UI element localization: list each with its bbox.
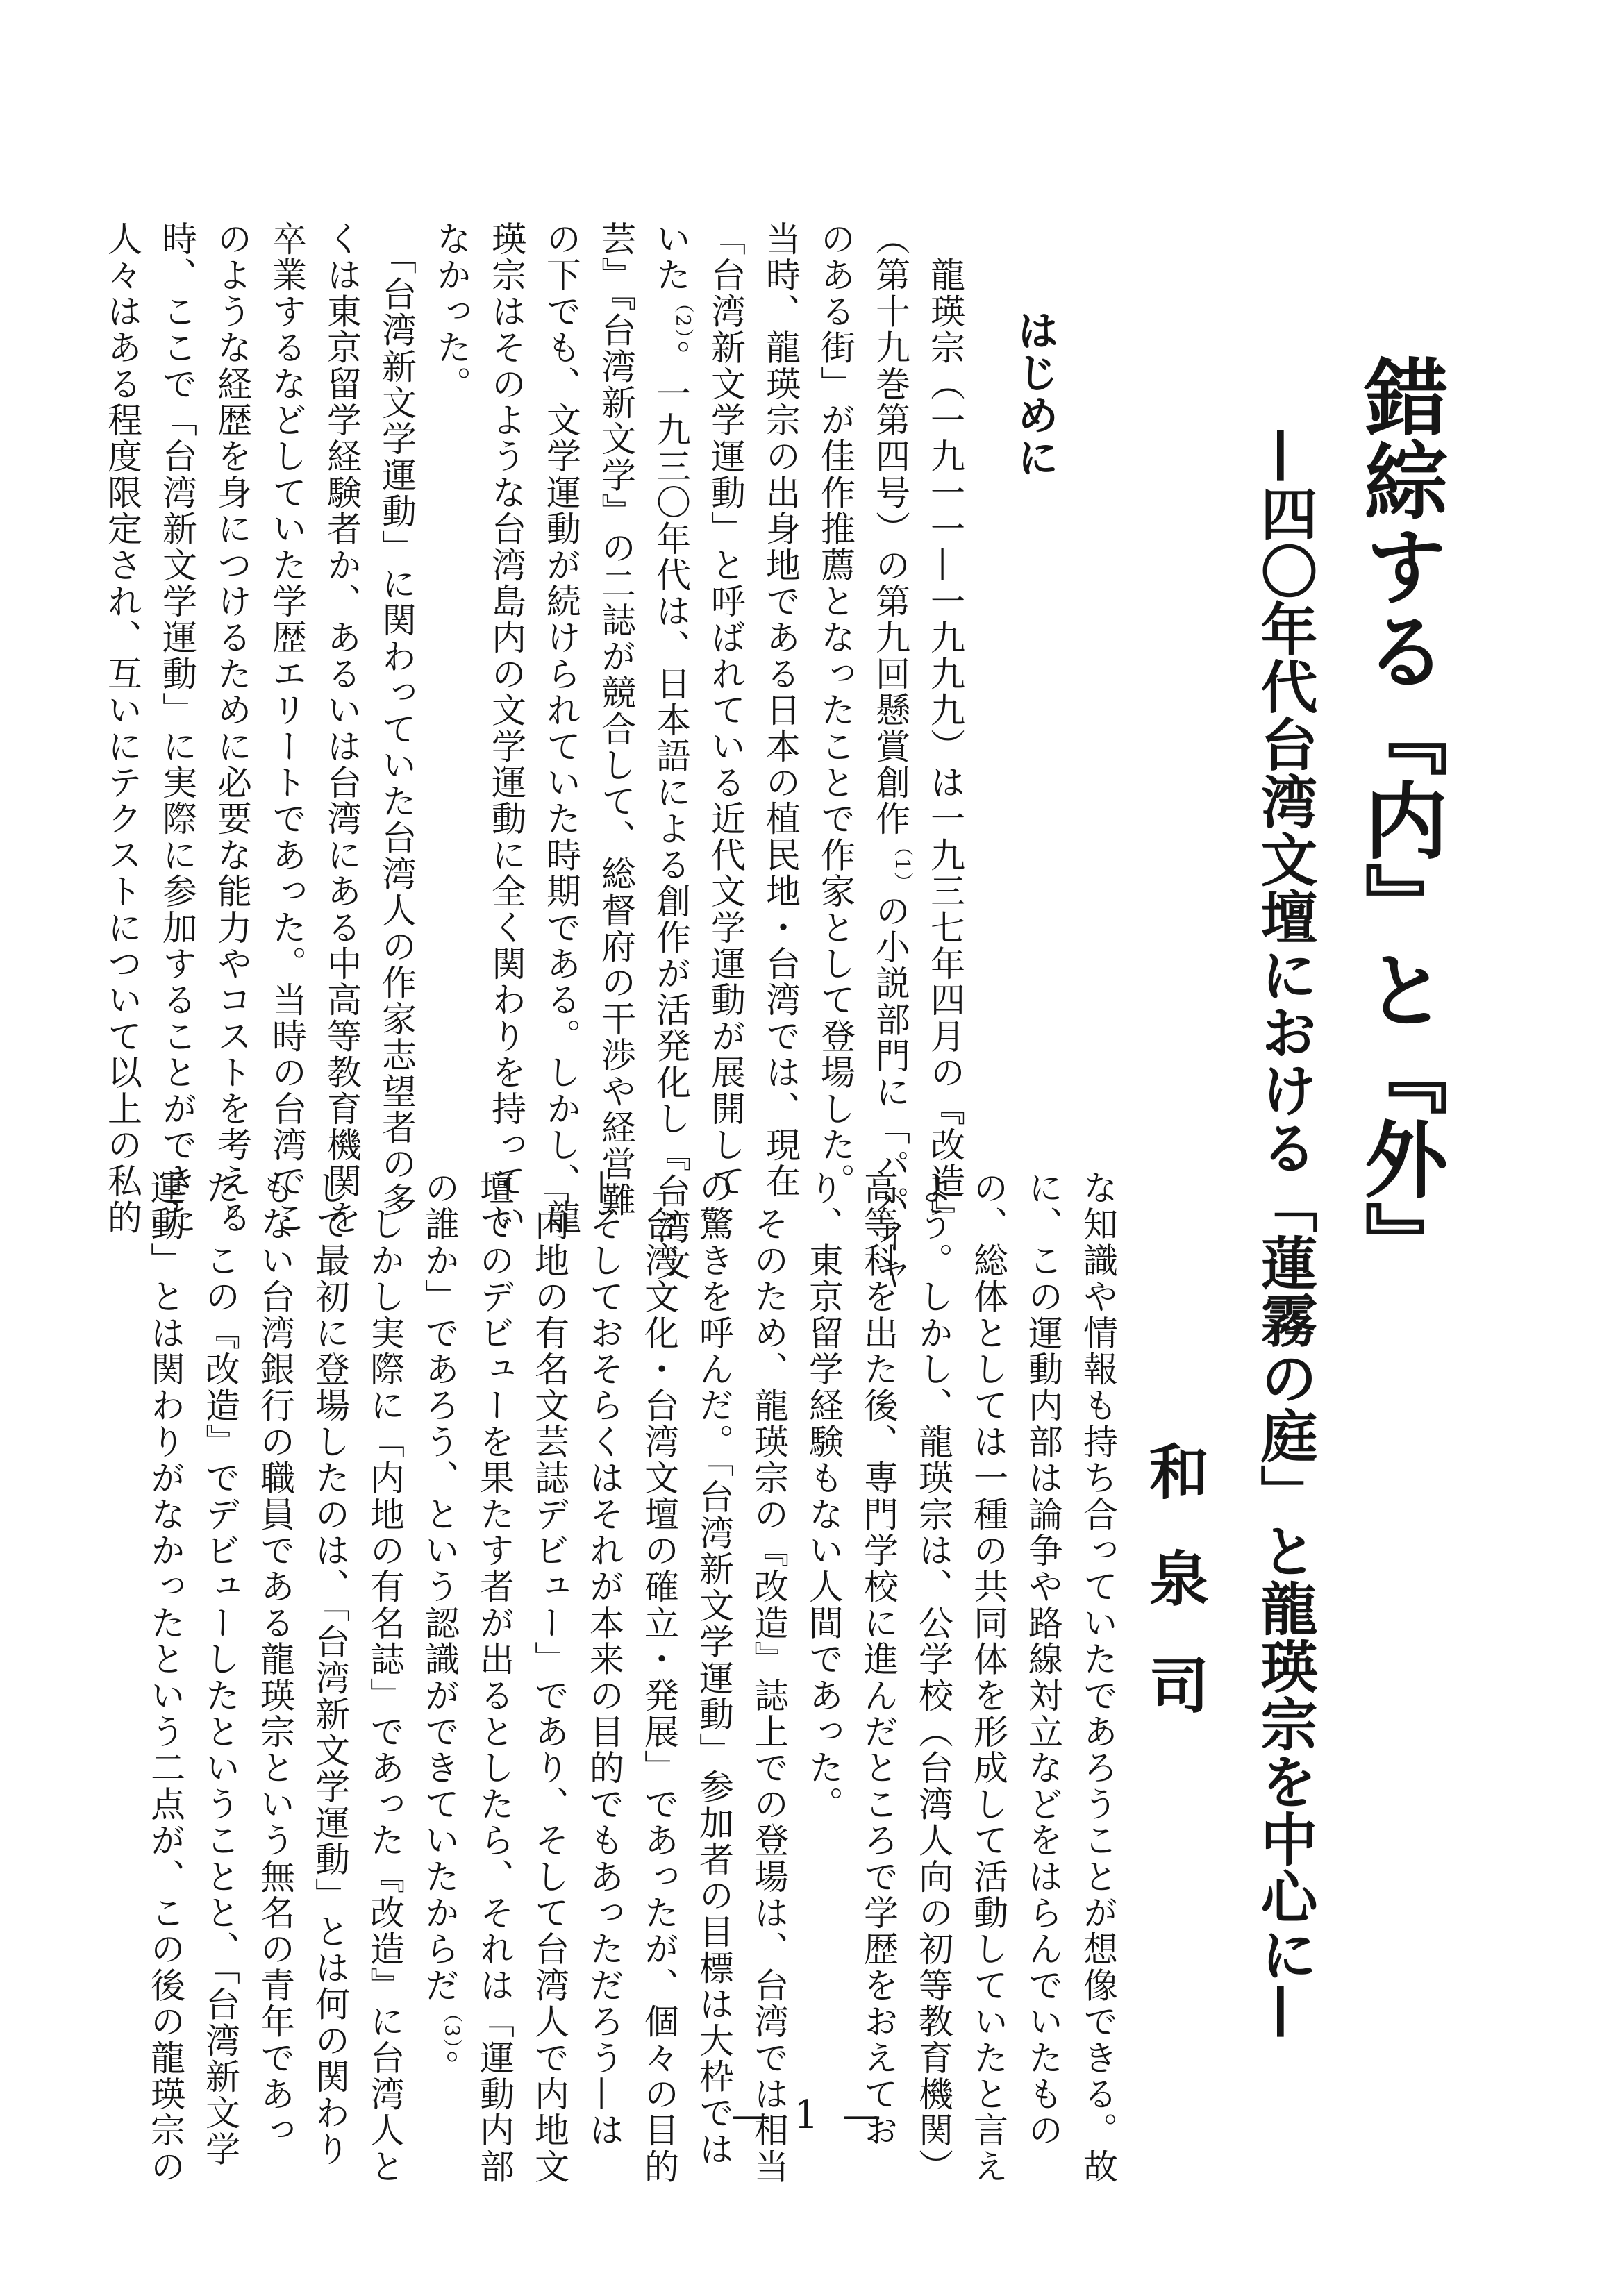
text-column: （第十九巻第四号）の第九回懸賞創作$^{(1)}$の小説部門に「パパイヤ <box>870 221 915 1292</box>
footnote-marker: （3） <box>440 2003 464 2050</box>
text-column: 「台湾新文学運動」に関わっていた台湾人の作家志望者の多 <box>376 221 417 1218</box>
text-column: なかった。 <box>431 221 472 402</box>
section-heading: はじめに <box>1010 309 1059 478</box>
footnote-marker: （2） <box>672 293 695 340</box>
text-column: な知識や情報も持ち合っていたであろうことが想像できる。故 <box>1078 1170 1118 2185</box>
text-column: 人々はある程度限定され、互いにテクストについて以上の私的 <box>102 221 142 1236</box>
text-column: 「台湾新文学運動」と呼ばれている近代文学運動が展開して <box>706 221 746 1200</box>
text-column: 運動」とは関わりがなかったという二点が、この後の龍瑛宗の <box>145 1170 185 2185</box>
text-column: り、東京留学経験もない人間であった。 <box>803 1170 844 1822</box>
text-column: いた$^{(2)}$。一九三〇年代は、日本語による創作が活発化し『台湾文 <box>651 221 695 1282</box>
article-subtitle: —四〇年代台湾文壇における「蓮霧の庭」と龍瑛宗を中心に— <box>1251 427 1318 2041</box>
text-column: 高等科を出た後、専門学校に進んだところで学歴をおえてお <box>858 1170 899 2149</box>
footnote-marker: （1） <box>891 837 915 893</box>
article-title: 錯綜する『内』と『外』 <box>1351 354 1449 1286</box>
text-column: の驚きを呼んだ。「台湾新文学運動」参加者の目標は大枠では <box>694 1170 734 2168</box>
text-column: 時、ここで「台湾新文学運動」に実際に参加することができた <box>157 221 197 1236</box>
text-column: 瑛宗はそのような台湾島内の文学運動に全く関わりを持ってい <box>486 221 526 1236</box>
author-name: 和泉司 <box>1139 1441 1209 1761</box>
text-column: 「内地の有名文芸誌デビュー」であり、そして台湾人で内地文 <box>529 1170 569 2185</box>
text-column: のような経歴を身につけるために必要な能力やコストを考える <box>212 221 252 1236</box>
text-column: くは東京留学経験者か、あるいは台湾にある中高等教育機関を <box>322 221 362 1236</box>
text-column: 「台湾文化・台湾文壇の確立・発展」であったが、個々の目的 <box>639 1170 679 2185</box>
text-column: 卒業するなどしていた学歴エリートであった。当時の台湾でこ <box>267 221 307 1236</box>
text-column: た。この『改造』でデビューしたということと、「台湾新文学 <box>200 1170 240 2168</box>
text-column: の誰か」であろう、という認識ができていたからだ$^{(3)}$。 <box>419 1170 464 2086</box>
text-column: のある街」が佳作推薦となったことで作家として登場した。 <box>815 221 856 1200</box>
text-column: 壇でのデビューを果たす者が出るとしたら、それは「運動内部 <box>474 1170 515 2185</box>
text-column: 当時、龍瑛宗の出身地である日本の植民地・台湾では、現在 <box>760 221 801 1200</box>
text-column: 芸』『台湾新文学』の二誌が競合して、総督府の干渉や経営難 <box>596 221 636 1218</box>
text-column: もない台湾銀行の職員である龍瑛宗という無名の青年であっ <box>255 1170 295 2149</box>
text-column: そのため、龍瑛宗の『改造』誌上での登場は、台湾では相当 <box>749 1170 789 2185</box>
text-column: しかし実際に「内地の有名誌」であった『改造』に台湾人と <box>365 1170 405 2185</box>
text-column: に、この運動内部は論争や路線対立などをはらんでいたもの <box>1023 1170 1063 2149</box>
text-column: よう。しかし、龍瑛宗は、公学校（台湾人向の初等教育機関） <box>913 1170 953 2185</box>
page-number: — 1 — <box>731 2093 887 2138</box>
text-column: の下でも、文学運動が続けられていた時期である。しかし、龍 <box>541 221 581 1236</box>
body-text-lower <box>145 1170 1125 2185</box>
body-text-upper <box>102 221 972 1292</box>
text-column: の、総体としては一種の共同体を形成して活動していたと言え <box>968 1170 1008 2185</box>
text-column: して最初に登場したのは、「台湾新文学運動」とは何の関わり <box>310 1170 350 2168</box>
text-column: 龍瑛宗（一九一一—一九九九）は一九三七年四月の『改造』 <box>925 221 965 1236</box>
text-column: —そしておそらくはそれが本来の目的でもあっただろう—は <box>584 1170 624 2149</box>
